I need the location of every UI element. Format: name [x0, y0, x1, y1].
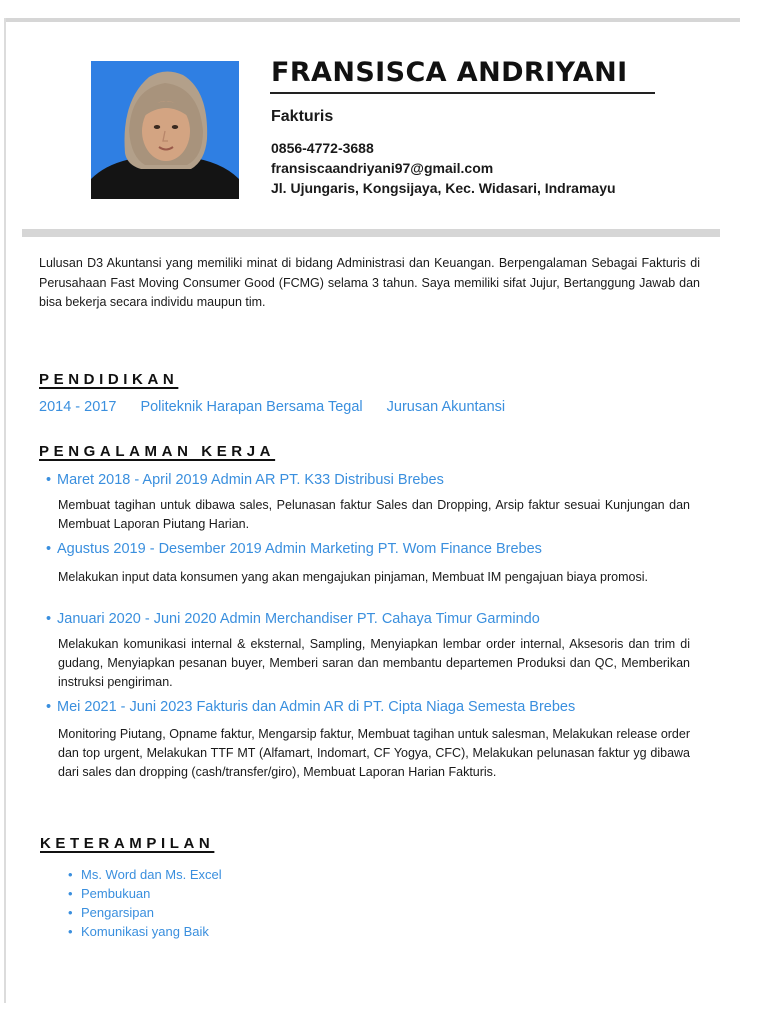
candidate-name: FRANSISCA ANDRIYANI: [271, 57, 628, 88]
bullet-icon: •: [46, 472, 52, 488]
job-heading: [46, 472, 444, 488]
job-heading-text: Mei 2021 - Juni 2023 Fakturis dan Admin AR di PT. Cipta Niaga Semesta Brebes: [57, 699, 576, 715]
job-heading-text: Agustus 2019 - Desember 2019 Admin Marketing PT. Wom Finance Brebes: [57, 541, 542, 557]
skill-label: Ms. Word dan Ms. Excel: [81, 867, 222, 882]
skill-label: Komunikasi yang Baik: [81, 924, 209, 939]
profile-photo: [91, 61, 239, 199]
name-underline: [270, 92, 655, 94]
education-entry: [39, 399, 525, 415]
email-address: fransiscaandriyani97@gmail.com: [271, 160, 494, 176]
job-heading: [46, 541, 542, 557]
education-period: 2014 - 2017: [39, 399, 117, 415]
list-item: [68, 884, 222, 903]
header-divider: [22, 229, 720, 237]
job-description: Monitoring Piutang, Opname faktur, Mengarsip faktur, Membuat tagihan untuk salesman, Melakukan release order dan top urgent, Melakukan TTF MT (Alfamart, Indomart, CF Yogya, CFC), Melakukan pelunasan faktur yg dibawa dari sales dan dropping (cash/transfer/giro), Membuat Laporan Harian Fakturis.: [58, 727, 690, 779]
skills-list: [68, 865, 222, 941]
bullet-icon: •: [68, 924, 73, 939]
job-heading: [46, 611, 540, 627]
job-description: Membuat tagihan untuk dibawa sales, Pelunasan faktur Sales dan Dropping, Arsip faktur sesuai Kunjungan dan Membuat Laporan Piutang Harian.: [58, 498, 690, 531]
skills-section-title: KETERAMPILAN: [40, 835, 215, 852]
bullet-icon: •: [68, 867, 73, 882]
education-section-title: PENDIDIKAN: [39, 371, 179, 388]
page-left-border: [4, 18, 6, 1003]
bullet-icon: •: [68, 905, 73, 920]
contact-info: [271, 138, 616, 198]
job-title: Fakturis: [271, 108, 334, 125]
job-heading-text: Maret 2018 - April 2019 Admin AR PT. K33 Distribusi Brebes: [57, 472, 444, 488]
skill-label: Pengarsipan: [81, 905, 154, 920]
profile-summary: Lulusan D3 Akuntansi yang memiliki minat di bidang Administrasi dan Keuangan. Berpengalaman Sebagai Fakturis di Perusahaan Fast Moving Consumer Good (FCMG) selama 3 tahun. Saya memiliki sifat Jujur, Bertanggung Jawab dan bisa bekerja secara individu maupun tim.: [39, 256, 700, 309]
bullet-icon: •: [46, 541, 52, 557]
person-portrait-icon: [91, 61, 239, 199]
list-item: [68, 903, 222, 922]
job-heading: [46, 699, 575, 715]
education-major: Jurusan Akuntansi: [386, 399, 506, 415]
bullet-icon: •: [46, 699, 52, 715]
experience-section-title: PENGALAMAN KERJA: [39, 443, 276, 460]
home-address: Jl. Ujungaris, Kongsijaya, Kec. Widasari, Indramayu: [271, 180, 616, 196]
skill-label: Pembukuan: [81, 886, 151, 901]
education-school: Politeknik Harapan Bersama Tegal: [140, 399, 363, 415]
page-top-border: [4, 18, 740, 22]
job-description: Melakukan komunikasi internal & eksternal, Sampling, Menyiapkan lembar order internal, Aksesoris dan trim di gudang, Menyiapkan pesanan buyer, Memberi saran dan membantu departemen Produksi dan QC, Memberikan instruksi pengiriman.: [58, 637, 690, 689]
job-description: Melakukan input data konsumen yang akan mengajukan pinjaman, Membuat IM pengajuan biaya promosi.: [58, 570, 648, 584]
bullet-icon: •: [68, 886, 73, 901]
bullet-icon: •: [46, 611, 52, 627]
list-item: [68, 922, 222, 941]
job-heading-text: Januari 2020 - Juni 2020 Admin Merchandiser PT. Cahaya Timur Garmindo: [57, 611, 540, 627]
list-item: [68, 865, 222, 884]
phone-number: 0856-4772-3688: [271, 140, 374, 156]
